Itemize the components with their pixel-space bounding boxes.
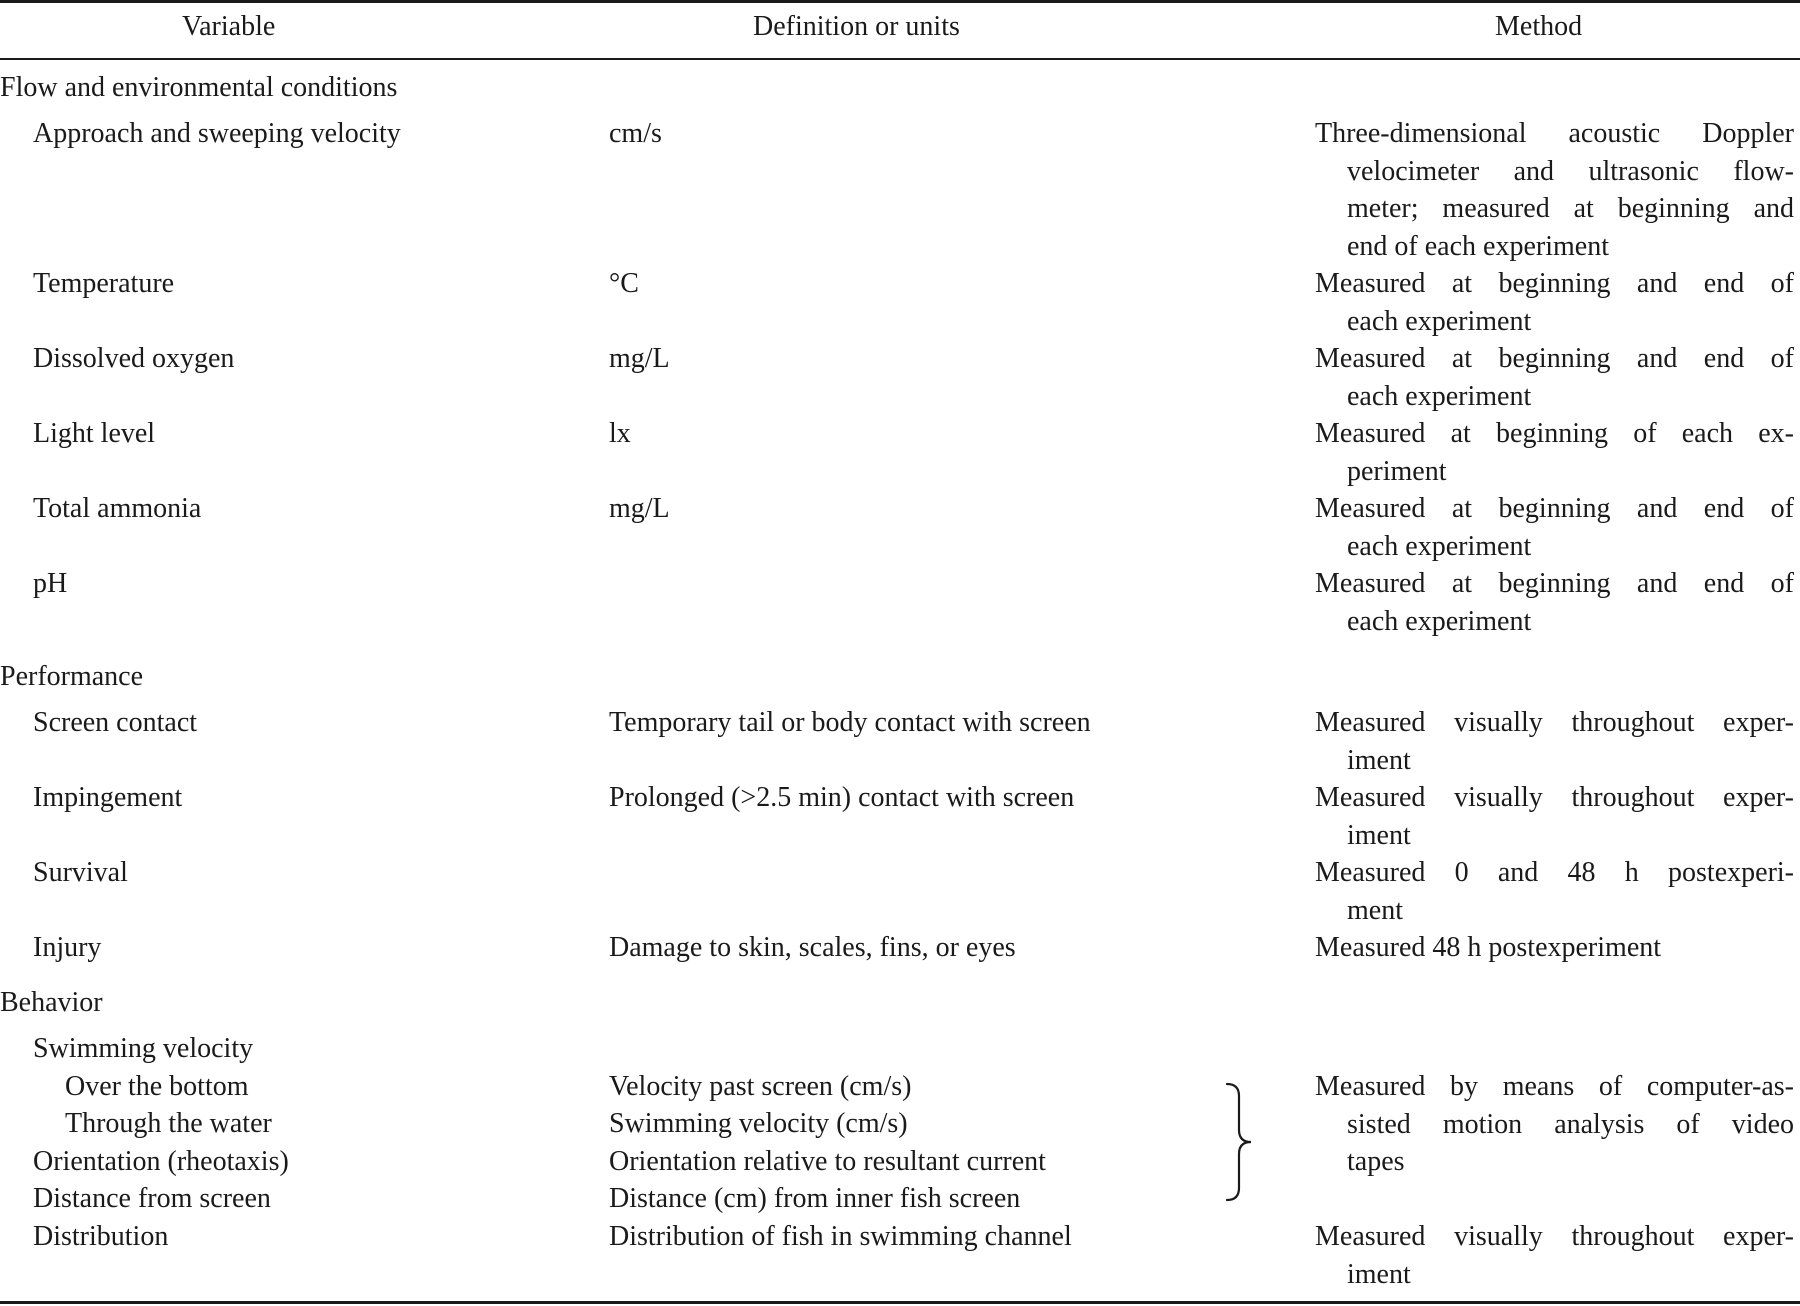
variable-cell: Injury <box>33 932 102 963</box>
definition-cell: Distance (cm) from inner fish screen <box>609 1183 1021 1214</box>
variable-cell: Total ammonia <box>33 493 202 524</box>
section-title-flow: Flow and environmental conditions <box>0 72 398 103</box>
method-cell <box>1315 490 1794 565</box>
method-line: Measured at beginning and end of <box>1315 568 1794 599</box>
method-cell <box>1315 779 1794 854</box>
definition-cell: cm/s <box>609 118 662 149</box>
method-line: Measured visually throughout exper- <box>1315 1221 1794 1252</box>
definition-cell: Swimming velocity (cm/s) <box>609 1108 908 1139</box>
method-line: Measured visually throughout exper- <box>1315 782 1794 813</box>
method-cell-grouped <box>1315 1068 1794 1181</box>
method-line: each experiment <box>1347 530 1532 562</box>
variable-cell: Over the bottom <box>65 1071 249 1102</box>
method-line: iment <box>1347 744 1411 776</box>
method-line: periment <box>1347 455 1447 487</box>
method-line: Measured at beginning and end of <box>1315 493 1794 524</box>
method-cell <box>1315 115 1794 265</box>
definition-cell: mg/L <box>609 343 670 374</box>
variable-cell: Approach and sweeping velocity <box>33 118 401 149</box>
method-line: Measured at beginning and end of <box>1315 343 1794 374</box>
definition-cell: lx <box>609 418 631 449</box>
method-line: iment <box>1347 819 1411 851</box>
method-line: Measured 0 and 48 h postexperi- <box>1315 857 1794 888</box>
section-title-performance: Performance <box>0 661 144 692</box>
method-cell <box>1315 854 1794 929</box>
method-line: tapes <box>1347 1146 1405 1177</box>
variable-cell: Survival <box>33 857 128 888</box>
method-line: Measured by means of computer-as- <box>1315 1071 1794 1102</box>
method-line: each experiment <box>1347 305 1532 337</box>
method-line: end of each experiment <box>1347 230 1609 262</box>
definition-cell: Temporary tail or body contact with screen <box>609 707 1091 738</box>
method-line: iment <box>1347 1258 1411 1290</box>
method-cell <box>1315 340 1794 415</box>
method-cell <box>1315 565 1794 640</box>
variable-cell: Temperature <box>33 268 175 299</box>
method-line: velocimeter and ultrasonic flow- <box>1347 155 1794 187</box>
method-cell <box>1315 929 1794 967</box>
method-cell <box>1315 704 1794 779</box>
definition-cell: mg/L <box>609 493 670 524</box>
definition-cell: Orientation relative to resultant current <box>609 1146 1046 1177</box>
definition-cell: Velocity past screen (cm/s) <box>609 1071 912 1102</box>
method-cell <box>1315 1218 1794 1293</box>
header-definition: Definition or units <box>753 11 960 42</box>
method-line: meter; measured at beginning and <box>1347 193 1794 224</box>
definition-cell: Distribution of fish in swimming channel <box>609 1221 1072 1252</box>
definition-cell: Prolonged (>2.5 min) contact with screen <box>609 782 1075 813</box>
variable-cell: Screen contact <box>33 707 198 738</box>
method-line: each experiment <box>1347 605 1532 637</box>
definition-cell: °C <box>609 268 639 299</box>
variable-cell: Dissolved oxygen <box>33 343 235 374</box>
method-cell <box>1315 415 1794 490</box>
method-line: Measured at beginning and end of <box>1315 268 1794 299</box>
definition-cell: Damage to skin, scales, fins, or eyes <box>609 932 1016 963</box>
variable-cell: pH <box>33 568 68 599</box>
method-line: each experiment <box>1347 380 1532 412</box>
table-top-rule <box>0 0 1800 3</box>
method-line: ment <box>1347 894 1403 926</box>
variable-cell: Through the water <box>65 1108 272 1139</box>
method-line: Measured 48 h postexperiment <box>1315 932 1662 963</box>
header-method: Method <box>1495 11 1583 42</box>
method-line: Measured visually throughout exper- <box>1315 707 1794 738</box>
variable-cell: Distance from screen <box>33 1183 271 1214</box>
section-title-behavior: Behavior <box>0 987 103 1018</box>
method-line: sisted motion analysis of video <box>1347 1108 1794 1140</box>
variable-group-swimming-velocity: Swimming velocity <box>33 1033 254 1064</box>
table-bottom-rule <box>0 1301 1800 1304</box>
variable-cell: Orientation (rheotaxis) <box>33 1146 289 1177</box>
variable-cell: Distribution <box>33 1221 169 1252</box>
method-cell <box>1315 265 1794 340</box>
method-line: Measured at beginning of each ex- <box>1315 418 1794 449</box>
method-line: Three-dimensional acoustic Doppler <box>1315 118 1794 149</box>
right-brace-icon <box>1225 1082 1257 1202</box>
variable-cell: Light level <box>33 418 156 449</box>
header-variable: Variable <box>182 11 276 42</box>
variable-cell: Impingement <box>33 782 183 813</box>
table-header-rule <box>0 58 1800 60</box>
